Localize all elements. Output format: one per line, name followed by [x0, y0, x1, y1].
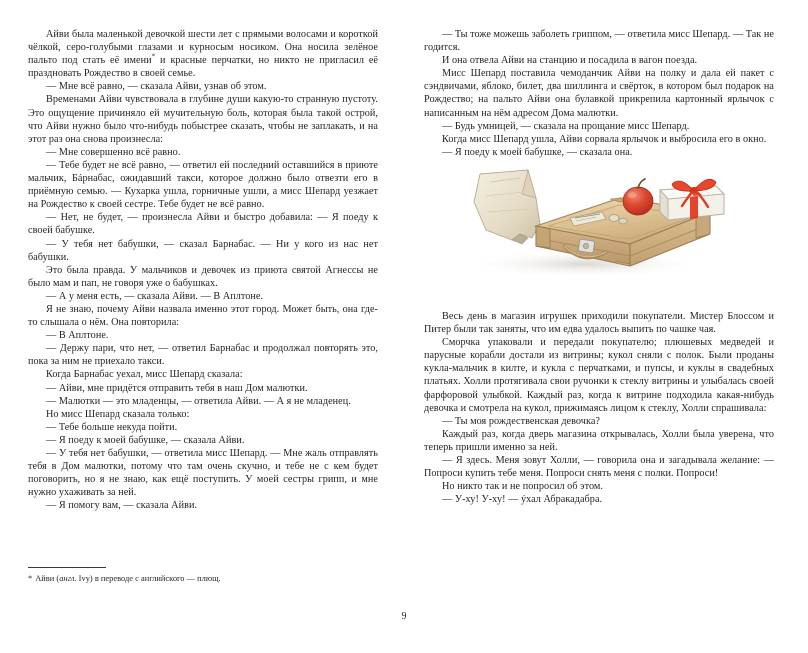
paragraph: Когда Барнабас уехал, мисс Шепард сказала:: [46, 369, 243, 381]
paragraph: — Мне совершенно всё равно.: [46, 146, 181, 158]
apple-shape: [623, 179, 653, 215]
paragraph: Айви была маленькой девочкой шести лет с прямыми волосами и короткой чёлкой, серо-голубыми глазами и курносым носиком. Она носила зелёное пальто под стать её имени* и красные перчатки, но никто не пригласил её праздновать Рождество в своей семье.: [28, 29, 378, 80]
paragraph: Когда мисс Шепард ушла, Айви сорвала ярлычок и выбросила его в окно.: [442, 133, 767, 145]
footnote-separator-rule: [28, 567, 106, 568]
suitcase-with-apple-and-gift-illustration: [424, 168, 774, 296]
paragraph: — В Аплтоне.: [46, 330, 109, 342]
paragraph: — Будь умницей, — сказала на прощание мисс Шепард.: [442, 120, 690, 132]
paragraph: Сморчка упаковали и передали покупателю; плюшевых медведей и парусные корабли достали из витрины; кукол сняли с полок. Были проданы кукла-мальчик в килте, и кукла с перчатками, и пупсы, и куклы в свадебных платьях. Холли протягивала свои ручонки к стеклу витрины и улыбалась своей фарфоровой улыбкой. Каждый раз, когда к витрине подходила какая-нибудь девочка и смотрела на кукол, прижимаясь лицом к стеклу, Холли спрашивала:: [424, 337, 774, 414]
footnote-text: [28, 573, 378, 584]
paragraph: Весь день в магазин игрушек приходили покупатели. Мистер Блоссом и Питер были так заняты, что им едва удалось выпить по чашке чая.: [424, 310, 774, 336]
paragraph: И она отвела Айви на станцию и посадила в вагон поезда.: [442, 55, 698, 67]
paragraph: Я не знаю, почему Айви назвала именно этот город. Может быть, она где-то слышала о нём. Она повторила:: [28, 303, 378, 329]
footnote-marker: *: [28, 574, 33, 583]
paragraph: Каждый раз, когда дверь магазина открывалась, Холли была уверена, что теперь пришли именно за ней.: [424, 428, 774, 453]
paragraph: Временами Айви чувствовала в глубине души какую-то странную пустоту. Это ощущение причиняло ей мучительную боль, которая была такой острой, что Айви нужно было что-нибудь побыстрее сказать, чтобы не заплакать, и на этот раз она снова произнесла:: [28, 94, 378, 145]
footnote-reference-marker: *: [151, 52, 156, 61]
paragraph: — У тебя нет бабушки, — ответила мисс Шепард. — Мне жаль отправлять тебя в Дом малютки, потому что там очень скучно, и тебе не с кем будет поговорить, но я не знаю, как ещё поступить. У моей сестры грипп, и мне нужно ухаживать за ней.: [28, 448, 378, 499]
paper-parcel-shape: [474, 170, 540, 244]
paragraph: — Нет, не будет, — произнесла Айви и быстро добавила: — Я поеду к своей бабушке.: [28, 212, 378, 237]
paragraph: — Ты моя рождественская девочка?: [442, 415, 600, 427]
paragraph: — Я поеду к моей бабушке, — сказала она.: [442, 146, 633, 158]
paragraph: — У тебя нет бабушки, — сказал Барнабас. — Ни у кого из нас нет бабушки.: [28, 238, 378, 263]
paragraph: Но никто так и не попросил об этом.: [442, 481, 603, 493]
paragraph: Это была правда. У мальчиков и девочек из приюта святой Агнессы не было мам и пап, не говоря уже о бабушках.: [28, 264, 378, 289]
left-text-column: [28, 28, 378, 512]
paragraph: — Я поеду к моей бабушке, — сказала Айви.: [46, 434, 245, 446]
paragraph: Мисс Шепард поставила чемоданчик Айви на полку и дала ей пакет с сэндвичами, яблоко, билет, два шиллинга и свёрток, в котором был подарок на Рождество; на пальто Айви она булавкой прикрепила картонный ярлычок с написанным на нём адресом Дома малютки.: [424, 68, 774, 119]
gift-box-shape: [660, 179, 724, 220]
paragraph: — Мне всё равно, — сказала Айви, узнав об этом.: [46, 81, 267, 93]
paragraph: — У-ху! У-ху! — ýхал Абракадабра.: [442, 494, 603, 506]
paragraph: — Держу пари, что нет, — ответил Барнабас и продолжал повторять это, пока за ним не приехало такси.: [28, 343, 378, 368]
paragraph: — Тебе больше некуда пойти.: [46, 421, 178, 433]
footnote-italic-abbrev: англ.: [59, 574, 77, 583]
paragraph: — А у меня есть, — сказала Айви. — В Аплтоне.: [46, 290, 264, 302]
footnote-block: [28, 567, 378, 584]
footnote-text-after: Ivy) в переводе с английского — плющ.: [76, 574, 221, 583]
paragraph: — Тебе будет не всё равно, — ответил ей последний оставшийся в приюте мальчик, Бáрнабас, ожидавший такси, которое должно было отвезти его в приёмную семью. — Кухарка ушла, горничные ушли, а мисс Шепард уезжает на Рождество к своей сестре. Тебе будет не всё равно.: [28, 159, 378, 211]
paragraph: — Айви, мне придётся отправить тебя в наш Дом малютки.: [46, 382, 308, 394]
footnote-text-before: Айви (: [35, 574, 60, 583]
paragraph: — Малютки — это младенцы, — ответила Айви. — А я не младенец.: [46, 395, 351, 407]
page-number: 9: [401, 611, 407, 622]
paragraph: — Я помогу вам, — сказала Айви.: [46, 500, 198, 512]
right-text-column: [424, 28, 774, 506]
paragraph: — Ты тоже можешь заболеть гриппом, — ответила мисс Шепард. — Так не годится.: [424, 29, 774, 54]
paragraph: Но мисс Шепард сказала только:: [46, 408, 190, 420]
paragraph: — Я здесь. Меня зовут Холли, — говорила она и загадывала желание: — Попроси купить тебе меня. Попроси снять меня с полки. Попроси!: [424, 454, 774, 480]
